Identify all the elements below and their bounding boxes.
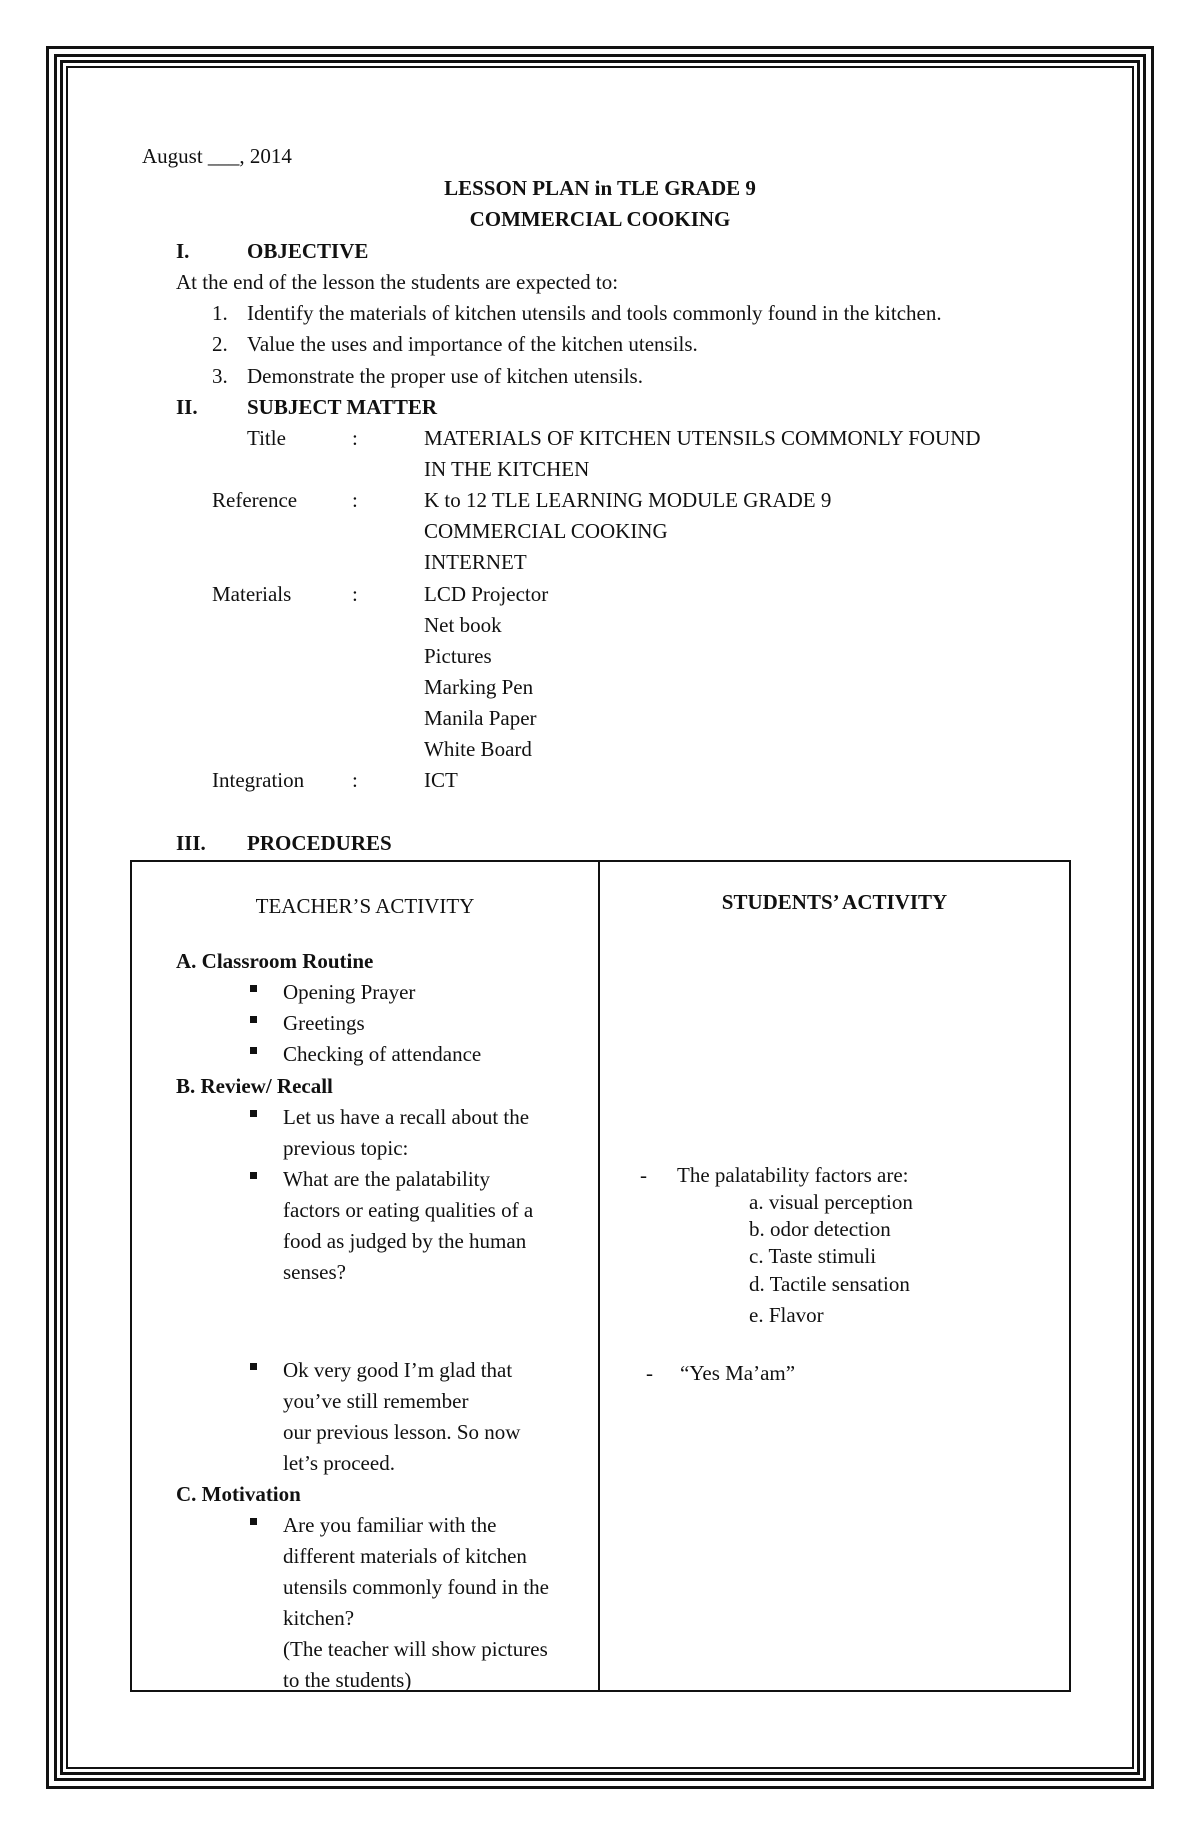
motivation-line: different materials of kitchen — [283, 1544, 527, 1568]
review-item-line: previous topic: — [283, 1136, 409, 1160]
motivation-heading: C. Motivation — [176, 1482, 301, 1506]
students-activity-header: STUDENTS’ ACTIVITY — [721, 890, 948, 914]
lesson-plan-subtitle: COMMERCIAL COOKING — [469, 207, 731, 231]
review-question-line: What are the palatability — [283, 1167, 490, 1191]
review-feedback-line: Ok very good I’m glad that — [283, 1358, 513, 1382]
objective-1-number: 1. — [212, 301, 228, 325]
objective-1-text: Identify the materials of kitchen utensils and tools commonly found in the kitchen. — [247, 301, 942, 325]
review-item-line: Let us have a recall about the — [283, 1105, 530, 1129]
review-question-line: senses? — [283, 1260, 346, 1284]
materials-item: Pictures — [424, 644, 492, 668]
integration-value: ICT — [424, 768, 458, 792]
title-value-line: MATERIALS OF KITCHEN UTENSILS COMMONLY FOUND — [424, 426, 981, 450]
student-answer-palatability: The palatability factors are: — [677, 1163, 909, 1187]
student-answer-dash: - — [640, 1163, 647, 1187]
reference-value-line: K to 12 TLE LEARNING MODULE GRADE 9 — [424, 488, 832, 512]
routine-item: Greetings — [283, 1011, 365, 1035]
review-feedback-line: let’s proceed. — [283, 1451, 395, 1475]
review-question-line: factors or eating qualities of a — [283, 1198, 534, 1222]
title-label: Title — [247, 426, 286, 450]
reference-colon: : — [352, 488, 358, 512]
objective-intro: At the end of the lesson the students are expected to: — [176, 270, 619, 294]
motivation-line: kitchen? — [283, 1606, 355, 1630]
routine-item: Checking of attendance — [283, 1042, 482, 1066]
palatability-factor: a. visual perception — [749, 1190, 913, 1214]
bullet-square-icon — [250, 1016, 257, 1023]
bullet-square-icon — [250, 985, 257, 992]
reference-value-line: COMMERCIAL COOKING — [424, 519, 668, 543]
objective-2-number: 2. — [212, 332, 228, 356]
motivation-line: to the students) — [283, 1668, 412, 1692]
section-objective-number: I. — [176, 239, 190, 263]
materials-item: Net book — [424, 613, 502, 637]
classroom-routine-heading: A. Classroom Routine — [176, 949, 374, 973]
student-answer-dash: - — [646, 1361, 653, 1385]
reference-value-line: INTERNET — [424, 550, 527, 574]
routine-item: Opening Prayer — [283, 980, 416, 1004]
procedures-table-divider — [598, 860, 600, 1692]
motivation-line: Are you familiar with the — [283, 1513, 497, 1537]
bullet-square-icon — [250, 1363, 257, 1370]
materials-colon: : — [352, 582, 358, 606]
objective-3-number: 3. — [212, 364, 228, 388]
materials-item: Manila Paper — [424, 706, 537, 730]
integration-colon: : — [352, 768, 358, 792]
materials-item: White Board — [424, 737, 532, 761]
materials-label: Materials — [212, 582, 292, 606]
bullet-square-icon — [250, 1110, 257, 1117]
palatability-factor: e. Flavor — [749, 1303, 824, 1327]
bullet-square-icon — [250, 1047, 257, 1054]
section-objective-heading: OBJECTIVE — [247, 239, 369, 263]
palatability-factor: c. Taste stimuli — [749, 1244, 877, 1268]
section-subject-matter-number: II. — [176, 395, 198, 419]
title-value-line: IN THE KITCHEN — [424, 457, 590, 481]
title-colon: : — [352, 426, 358, 450]
reference-label: Reference — [212, 488, 298, 512]
review-feedback-line: you’ve still remember — [283, 1389, 469, 1413]
motivation-line: (The teacher will show pictures — [283, 1637, 548, 1661]
section-subject-matter-heading: SUBJECT MATTER — [247, 395, 438, 419]
section-procedures-number: III. — [176, 831, 206, 855]
procedures-table — [130, 860, 1071, 1692]
motivation-line: utensils commonly found in the — [283, 1575, 549, 1599]
materials-item: LCD Projector — [424, 582, 549, 606]
teacher-activity-header: TEACHER’S ACTIVITY — [255, 894, 475, 918]
palatability-factor: b. odor detection — [749, 1217, 891, 1241]
date-line: August ___, 2014 — [142, 144, 292, 168]
student-answer-yes: “Yes Ma’am” — [680, 1361, 796, 1385]
section-procedures-heading: PROCEDURES — [247, 831, 392, 855]
lesson-plan-title: LESSON PLAN in TLE GRADE 9 — [444, 176, 756, 200]
objective-2-text: Value the uses and importance of the kitchen utensils. — [247, 332, 698, 356]
bullet-square-icon — [250, 1172, 257, 1179]
review-feedback-line: our previous lesson. So now — [283, 1420, 521, 1444]
integration-label: Integration — [212, 768, 305, 792]
palatability-factor: d. Tactile sensation — [749, 1272, 910, 1296]
objective-3-text: Demonstrate the proper use of kitchen utensils. — [247, 364, 643, 388]
review-question-line: food as judged by the human — [283, 1229, 527, 1253]
review-recall-heading: B. Review/ Recall — [176, 1074, 333, 1098]
materials-item: Marking Pen — [424, 675, 534, 699]
bullet-square-icon — [250, 1518, 257, 1525]
